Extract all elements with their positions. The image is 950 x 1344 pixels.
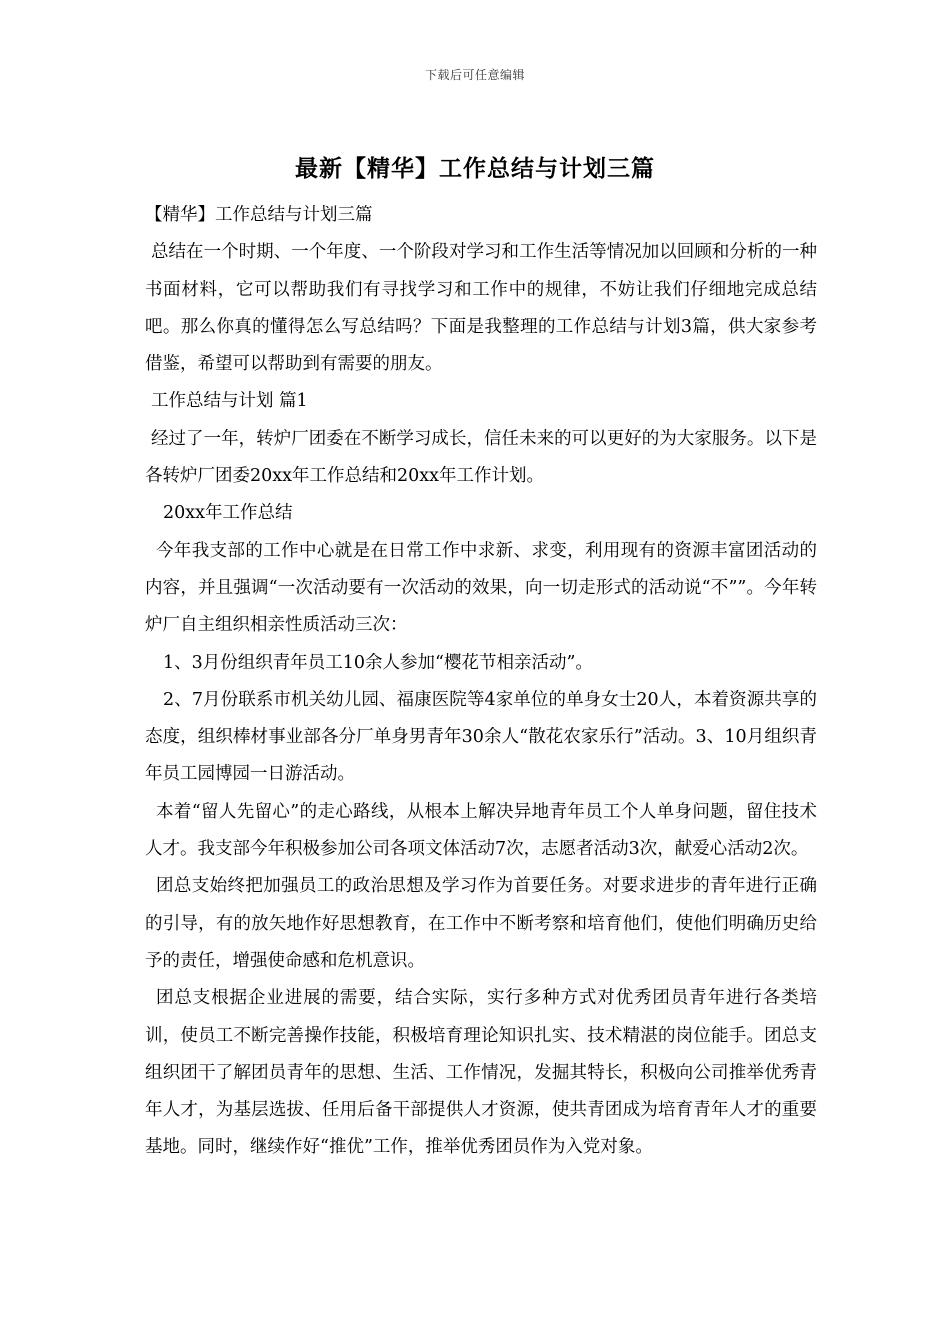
list-item: 1、3月份组织青年员工10余人参加“樱花节相亲活动”。 xyxy=(163,652,593,673)
body-paragraph: 经过了一年，转炉厂团委在不断学习成长，信任未来的可以更好的为大家服务。以下是各转炉厂团委20xx年工作总结和20xx年工作计划。 xyxy=(145,428,817,487)
body-paragraph: 团总支始终把加强员工的政治思想及学习作为首要任务。对要求进步的青年进行正确的引导，有的放矢地作好思想教育，在工作中不断考察和培育他们，使他们明确历史给予的责任，增强使命感和危机意识。 xyxy=(145,876,817,971)
header-note: 下载后可任意编辑 xyxy=(424,68,525,82)
body-paragraph: 团总支根据企业进展的需要，结合实际，实行多种方式对优秀团员青年进行各类培训，使员工不断完善操作技能，积极培育理论知识扎实、技术精湛的岗位能手。团总支组织团干了解团员青年的思想、生活、工作情况，发掘其特长，积极向公司推举优秀青年人才，为基层选拔、任用后备干部提供人才资源，使共青团成为培育青年人才的重要基地。同时，继续作好“推优”工作，推举优秀团员作为入党对象。 xyxy=(145,988,817,1158)
subsection-heading: 20xx年工作总结 xyxy=(163,503,293,524)
document-title: 最新【精华】工作总结与计划三篇 xyxy=(295,156,655,182)
document-body xyxy=(145,197,817,1167)
subtitle-paragraph: 【精华】工作总结与计划三篇 xyxy=(145,205,373,225)
list-item: 2、7月份联系市机关幼儿园、福康医院等4家单位的单身女士20人，本着资源共享的态度，组织棒材事业部各分厂单身男青年30余人“散花农家乐行”活动。3、10月组织青年员工园博园一日游活动。 xyxy=(145,689,817,785)
body-paragraph: 本着“留人先留心”的走心路线，从根本上解决异地青年员工个人单身问题，留住技术人才。我支部今年积极参加公司各项文体活动7次，志愿者活动3次，献爱心活动2次。 xyxy=(145,801,817,860)
section-heading: 工作总结与计划 篇1 xyxy=(151,391,308,412)
intro-paragraph: 总结在一个时期、一个年度、一个阶段对学习和工作生活等情况加以回顾和分析的一种书面材料，它可以帮助我们有寻找学习和工作中的规律，不妨让我们仔细地完成总结吧。那么你真的懂得怎么写总结吗？下面是我整理的工作总结与计划3篇，供大家参考借鉴，希望可以帮助到有需要的朋友。 xyxy=(145,242,817,375)
body-paragraph: 今年我支部的工作中心就是在日常工作中求新、求变，利用现有的资源丰富团活动的内容，并且强调“一次活动要有一次活动的效果，向一切走形式的活动说“不””。今年转炉厂自主组织相亲性质活动三次： xyxy=(145,540,817,636)
